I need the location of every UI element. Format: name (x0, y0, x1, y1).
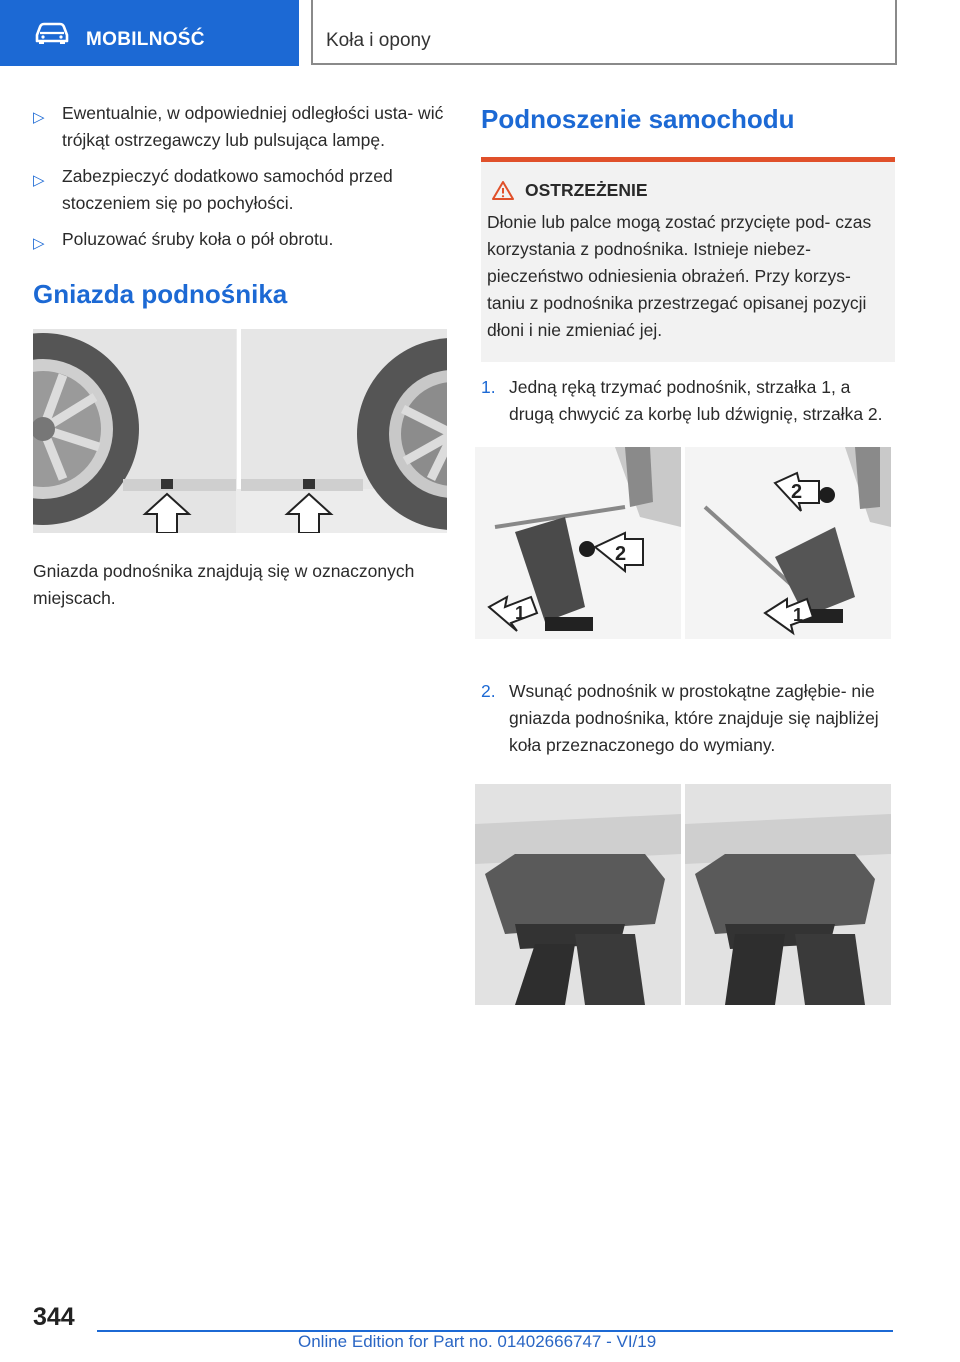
bullet-item (33, 163, 447, 217)
chapter-header (311, 0, 897, 65)
left-column (33, 100, 447, 612)
bullet-text: Zabezpieczyć dodatkowo samochód przed stoczeniem się po pochyłości. (62, 166, 393, 213)
bullet-item (33, 100, 447, 154)
section-label: MOBILNOŚĆ (86, 29, 205, 50)
image-caption: Gniazda podnośnika znajdują się w oznaczonych miejscach. (33, 561, 415, 608)
step-number: 2. (481, 681, 496, 701)
jack-placement-image (475, 784, 891, 1005)
warning-triangle-icon (491, 180, 515, 201)
bullet-triangle-icon: ▷ (33, 109, 45, 126)
chapter-title: Koła i opony (326, 30, 431, 51)
page-number: 344 (33, 1303, 75, 1331)
section-tab (0, 0, 299, 66)
arrow-label-1: 1 (515, 603, 526, 623)
arrow-label-2: 2 (615, 543, 627, 565)
step-text: Wsunąć podnośnik w prostokątne zagłębie‐ nie gniazda podnośnika, które znajduje się najbliżej koła przeznaczonego do wymiany. (509, 681, 879, 755)
jack-handling-image (475, 447, 891, 639)
bullet-item (33, 226, 447, 253)
section-heading-jack-points: Gniazda podnośnika (33, 279, 288, 309)
car-icon (34, 22, 70, 44)
warning-box (481, 157, 895, 362)
step-text: Jedną ręką trzymać podnośnik, strzałka 1, a drugą chwycić za korbę lub dźwignię, strzałka 2. (509, 377, 883, 424)
arrow-label-2b: 2 (791, 481, 803, 503)
warning-title: OSTRZEŻENIE (525, 180, 648, 200)
warning-text: Dłonie lub palce mogą zostać przycięte pod‐ czas korzystania z podnośnika. Istnieje niebez‐ pieczeństwo odniesienia obrażeń. Przy korzys‐ taniu z podnośnika przestrzegać opisanej pozycji dłoni i nie zmieniać jej. (487, 212, 872, 340)
right-column (481, 100, 895, 1005)
bullet-text: Ewentualnie, w odpowiedniej odległości usta‐ wić trójkąt ostrzegawczy lub pulsująca lampę. (62, 103, 444, 150)
bullet-triangle-icon: ▷ (33, 172, 45, 189)
arrow-label-1b: 1 (793, 605, 804, 625)
bullet-triangle-icon: ▷ (33, 235, 45, 252)
section-heading-lifting: Podnoszenie samochodu (481, 104, 795, 134)
jack-points-image (33, 329, 447, 533)
edition-footer: Online Edition for Part no. 01402666747 - VI/19 (298, 1332, 657, 1351)
step-item (481, 374, 895, 428)
step-item (481, 678, 895, 759)
bullet-text: Poluzować śruby koła o pół obrotu. (62, 229, 334, 249)
step-number: 1. (481, 377, 496, 397)
